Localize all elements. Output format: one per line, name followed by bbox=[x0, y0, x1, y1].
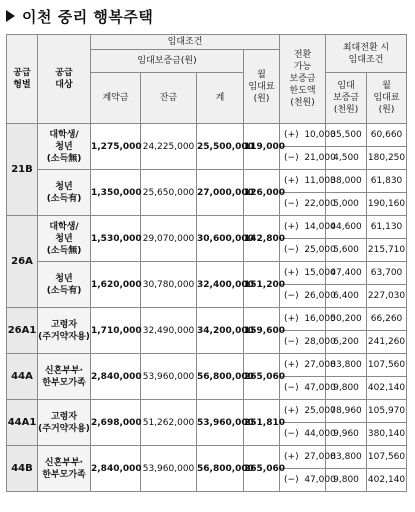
balance-amount-cell: 30,780,000 bbox=[141, 262, 197, 308]
conversion-limit-cell: (+) 16,000 bbox=[280, 308, 326, 331]
balance-amount-cell: 51,262,000 bbox=[141, 400, 197, 446]
max-deposit-cell: 38,000 bbox=[326, 170, 367, 193]
table-row bbox=[7, 308, 407, 331]
max-rent-cell: 241,260 bbox=[367, 331, 407, 354]
deposit-total-cell: 34,200,000 bbox=[197, 308, 244, 354]
supply-target-line: (소득有) bbox=[46, 193, 82, 204]
supply-target-cell bbox=[38, 170, 91, 216]
max-deposit-cell: 44,600 bbox=[326, 216, 367, 239]
supply-target-cell bbox=[38, 400, 91, 446]
conversion-limit-cell: (+) 27,000 bbox=[280, 446, 326, 469]
supply-target-line: 청년 bbox=[55, 233, 73, 244]
supply-type-cell: 26A bbox=[7, 216, 38, 308]
supply-type-cell: 44A bbox=[7, 354, 38, 400]
max-rent-cell: 227,030 bbox=[367, 285, 407, 308]
header-max-rent: 월 임대료 (원) bbox=[367, 73, 407, 124]
supply-target-line: 대학생/ bbox=[49, 129, 79, 140]
contract-amount-cell: 1,530,000 bbox=[91, 216, 141, 262]
max-rent-cell: 215,710 bbox=[367, 239, 407, 262]
supply-target-line: 청년 bbox=[55, 273, 73, 284]
balance-amount-cell: 32,490,000 bbox=[141, 308, 197, 354]
max-deposit-cell: 5,600 bbox=[326, 239, 367, 262]
max-deposit-cell: 4,500 bbox=[326, 147, 367, 170]
conversion-limit-cell: (−) 26,000 bbox=[280, 285, 326, 308]
contract-amount-cell: 1,275,000 bbox=[91, 124, 141, 170]
balance-amount-cell: 24,225,000 bbox=[141, 124, 197, 170]
deposit-total-cell: 27,000,000 bbox=[197, 170, 244, 216]
max-deposit-cell: 5,000 bbox=[326, 193, 367, 216]
header-deposit: 임대보증금(원) bbox=[91, 50, 244, 73]
supply-target-line: (소득無) bbox=[46, 153, 82, 164]
conversion-limit-cell: (−) 47,000 bbox=[280, 469, 326, 492]
max-deposit-cell: 9,800 bbox=[326, 377, 367, 400]
supply-target-line: (주거약자용) bbox=[38, 331, 90, 342]
conversion-limit-cell: (+) 15,000 bbox=[280, 262, 326, 285]
conversion-limit-cell: (−) 47,000 bbox=[280, 377, 326, 400]
supply-type-cell: 44B bbox=[7, 446, 38, 492]
monthly-rent-cell: 265,060 bbox=[244, 446, 280, 492]
max-deposit-cell: 6,200 bbox=[326, 331, 367, 354]
conversion-limit-cell: (+) 25,000 bbox=[280, 400, 326, 423]
balance-amount-cell: 25,650,000 bbox=[141, 170, 197, 216]
max-rent-cell: 180,250 bbox=[367, 147, 407, 170]
supply-target-cell bbox=[38, 308, 91, 354]
supply-target-cell bbox=[38, 354, 91, 400]
conversion-limit-cell: (−) 21,000 bbox=[280, 147, 326, 170]
table-row bbox=[7, 170, 407, 193]
conversion-limit-cell: (−) 25,000 bbox=[280, 239, 326, 262]
max-deposit-cell: 83,800 bbox=[326, 354, 367, 377]
header-contract: 계약금 bbox=[91, 73, 141, 124]
supply-target-line: 신혼부부· bbox=[44, 365, 84, 376]
monthly-rent-cell: 151,200 bbox=[244, 262, 280, 308]
table-row bbox=[7, 124, 407, 147]
supply-target-line: 한부모가족 bbox=[42, 469, 86, 480]
supply-target-line: 청년 bbox=[55, 181, 73, 192]
supply-target-line: (소득有) bbox=[46, 285, 82, 296]
header-monthly-rent: 월 임대료 (원) bbox=[244, 50, 280, 124]
contract-amount-cell: 2,698,000 bbox=[91, 400, 141, 446]
monthly-rent-cell: 142,800 bbox=[244, 216, 280, 262]
max-rent-cell: 66,260 bbox=[367, 308, 407, 331]
max-rent-cell: 402,140 bbox=[367, 377, 407, 400]
monthly-rent-cell: 126,000 bbox=[244, 170, 280, 216]
max-rent-cell: 105,970 bbox=[367, 400, 407, 423]
max-rent-cell: 380,140 bbox=[367, 423, 407, 446]
contract-amount-cell: 2,840,000 bbox=[91, 446, 141, 492]
supply-target-line: 청년 bbox=[55, 141, 73, 152]
table-body bbox=[7, 124, 407, 492]
supply-target-line: 고령자 bbox=[50, 411, 78, 422]
monthly-rent-cell: 119,000 bbox=[244, 124, 280, 170]
deposit-total-cell: 30,600,000 bbox=[197, 216, 244, 262]
supply-target-cell bbox=[38, 262, 91, 308]
header-max-conversion: 최대전환 시 임대조건 bbox=[326, 35, 407, 73]
deposit-total-cell: 32,400,000 bbox=[197, 262, 244, 308]
monthly-rent-cell: 265,060 bbox=[244, 354, 280, 400]
conversion-limit-cell: (−) 28,000 bbox=[280, 331, 326, 354]
page-title bbox=[6, 4, 153, 28]
header-total: 계 bbox=[197, 73, 244, 124]
contract-amount-cell: 1,710,000 bbox=[91, 308, 141, 354]
header-supply-target: 공급 대상 bbox=[38, 35, 91, 124]
max-rent-cell: 190,160 bbox=[367, 193, 407, 216]
supply-target-cell bbox=[38, 124, 91, 170]
supply-target-line: (주거약자용) bbox=[38, 423, 90, 434]
header-max-deposit: 임대 보증금 (천원) bbox=[326, 73, 367, 124]
contract-amount-cell: 2,840,000 bbox=[91, 354, 141, 400]
deposit-total-cell: 56,800,000 bbox=[197, 446, 244, 492]
balance-amount-cell: 53,960,000 bbox=[141, 446, 197, 492]
max-rent-cell: 61,130 bbox=[367, 216, 407, 239]
deposit-total-cell: 53,960,000 bbox=[197, 400, 244, 446]
balance-amount-cell: 53,960,000 bbox=[141, 354, 197, 400]
conversion-limit-cell: (−) 22,000 bbox=[280, 193, 326, 216]
table-row bbox=[7, 354, 407, 377]
conversion-limit-cell: (+) 10,000 bbox=[280, 124, 326, 147]
page-title-text: 이천 중리 행복주택 bbox=[22, 7, 154, 26]
table-row bbox=[7, 446, 407, 469]
max-deposit-cell: 78,960 bbox=[326, 400, 367, 423]
max-deposit-cell: 35,500 bbox=[326, 124, 367, 147]
supply-type-cell: 44A1 bbox=[7, 400, 38, 446]
lease-conditions-table bbox=[6, 34, 407, 492]
supply-target-line: (소득無) bbox=[46, 245, 82, 256]
max-deposit-cell: 50,200 bbox=[326, 308, 367, 331]
max-deposit-cell: 9,960 bbox=[326, 423, 367, 446]
deposit-total-cell: 25,500,000 bbox=[197, 124, 244, 170]
deposit-total-cell: 56,800,000 bbox=[197, 354, 244, 400]
table-row bbox=[7, 216, 407, 239]
max-deposit-cell: 6,400 bbox=[326, 285, 367, 308]
supply-target-line: 고령자 bbox=[50, 319, 78, 330]
contract-amount-cell: 1,350,000 bbox=[91, 170, 141, 216]
monthly-rent-cell: 251,810 bbox=[244, 400, 280, 446]
header-supply-type: 공급 형별 bbox=[7, 35, 38, 124]
conversion-limit-cell: (+) 27,000 bbox=[280, 354, 326, 377]
conversion-limit-cell: (−) 44,000 bbox=[280, 423, 326, 446]
max-deposit-cell: 83,800 bbox=[326, 446, 367, 469]
max-rent-cell: 402,140 bbox=[367, 469, 407, 492]
max-rent-cell: 107,560 bbox=[367, 354, 407, 377]
contract-amount-cell: 1,620,000 bbox=[91, 262, 141, 308]
table-row bbox=[7, 400, 407, 423]
max-deposit-cell: 47,400 bbox=[326, 262, 367, 285]
table-row bbox=[7, 262, 407, 285]
supply-target-cell bbox=[38, 446, 91, 492]
supply-target-line: 대학생/ bbox=[49, 221, 79, 232]
balance-amount-cell: 29,070,000 bbox=[141, 216, 197, 262]
header-lease-terms: 임대조건 bbox=[91, 35, 280, 50]
conversion-limit-cell: (+) 14,000 bbox=[280, 216, 326, 239]
supply-type-cell: 21B bbox=[7, 124, 38, 216]
header-balance: 잔금 bbox=[141, 73, 197, 124]
supply-type-cell: 26A1 bbox=[7, 308, 38, 354]
supply-target-line: 한부모가족 bbox=[42, 377, 86, 388]
max-rent-cell: 61,830 bbox=[367, 170, 407, 193]
supply-target-line: 신혼부부· bbox=[44, 457, 84, 468]
max-rent-cell: 60,660 bbox=[367, 124, 407, 147]
max-deposit-cell: 9,800 bbox=[326, 469, 367, 492]
max-rent-cell: 107,560 bbox=[367, 446, 407, 469]
header-conversion-limit: 전환 가능 보증금 한도액 (천원) bbox=[280, 35, 326, 124]
monthly-rent-cell: 159,600 bbox=[244, 308, 280, 354]
supply-target-cell bbox=[38, 216, 91, 262]
max-rent-cell: 63,700 bbox=[367, 262, 407, 285]
conversion-limit-cell: (+) 11,000 bbox=[280, 170, 326, 193]
triangle-bullet-icon bbox=[6, 10, 15, 22]
